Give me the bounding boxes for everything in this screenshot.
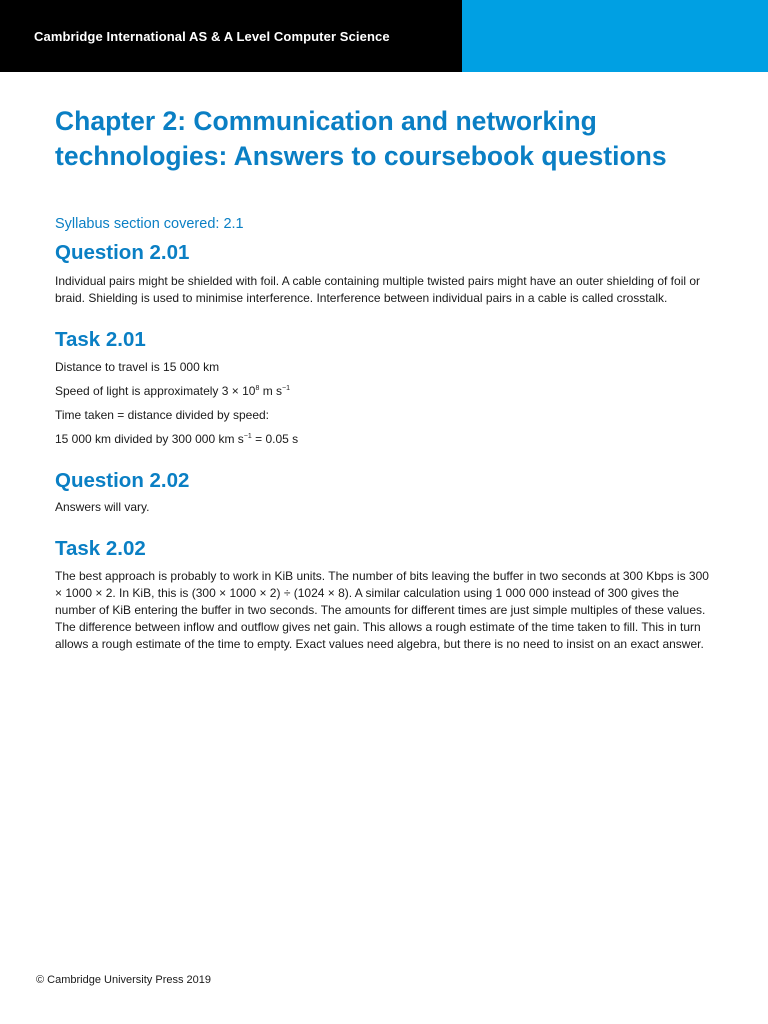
task-2-01-line2-exp2: −1: [282, 385, 291, 392]
task-2-01-line4-post: = 0.05 s: [251, 432, 299, 446]
task-2-01-line4: [55, 431, 715, 448]
syllabus-label: Syllabus section covered: 2.1: [55, 216, 244, 232]
task-2-02-text: The best approach is probably to work in KiB units. The number of bits leaving the buffer in two seconds at 300 Kbps is 300 × 1000 × 2. In KiB, this is (300 × 1000 × 2) ÷ (1024 × 8). A similar calculation using 1 000 000 instead of 300 gives the number of KiB entering the buffer in two seconds. The amounts for different times are just simple multiples of these values. The difference between inflow and outflow gives net gain. This allows a rough estimate of the time taken to fill. This in turn allows a rough estimate of the time to empty. Exact values need algebra, but there is no need to insist on an exact answer.: [55, 569, 709, 651]
task-2-01-line4-pre: 15 000 km divided by 300 000 km s: [55, 432, 244, 446]
task-2-01-line2: [55, 383, 715, 400]
question-2-02-heading: Question 2.02: [55, 469, 190, 492]
task-2-01-line2-pre: Speed of light is approximately 3 × 10: [55, 384, 256, 398]
task-2-02-heading: Task 2.02: [55, 537, 146, 560]
copyright-footer: © Cambridge University Press 2019: [36, 974, 212, 986]
chapter-title-line1: Chapter 2: Communication and networking: [55, 106, 597, 136]
main-content: [55, 104, 715, 653]
question-2-01-heading: Question 2.01: [55, 241, 190, 264]
header-bar: [0, 0, 768, 72]
task-2-01-line4-exp: −1: [243, 433, 252, 440]
header-blue-block: [462, 0, 768, 72]
question-2-02-text: Answers will vary.: [55, 500, 150, 514]
question-2-01-text: Individual pairs might be shielded with foil. A cable containing multiple twisted pairs might have an outer shielding of foil or braid. Shielding is used to minimise interference. Interference between individual pairs in a cable is called crosstalk.: [55, 274, 701, 305]
chapter-title: [55, 104, 715, 174]
task-2-01-line2-exp1: 8: [255, 385, 260, 392]
chapter-title-line2: technologies: Answers to coursebook questions: [55, 141, 667, 171]
header-title: Cambridge International AS & A Level Computer Science: [34, 28, 390, 44]
task-2-01-heading: Task 2.01: [55, 328, 146, 351]
header-black-block: [0, 0, 462, 72]
task-2-01-line3: Time taken = distance divided by speed:: [55, 408, 270, 422]
task-2-01-line1: Distance to travel is 15 000 km: [55, 360, 220, 374]
task-2-01-line2-mid: m s: [259, 384, 283, 398]
